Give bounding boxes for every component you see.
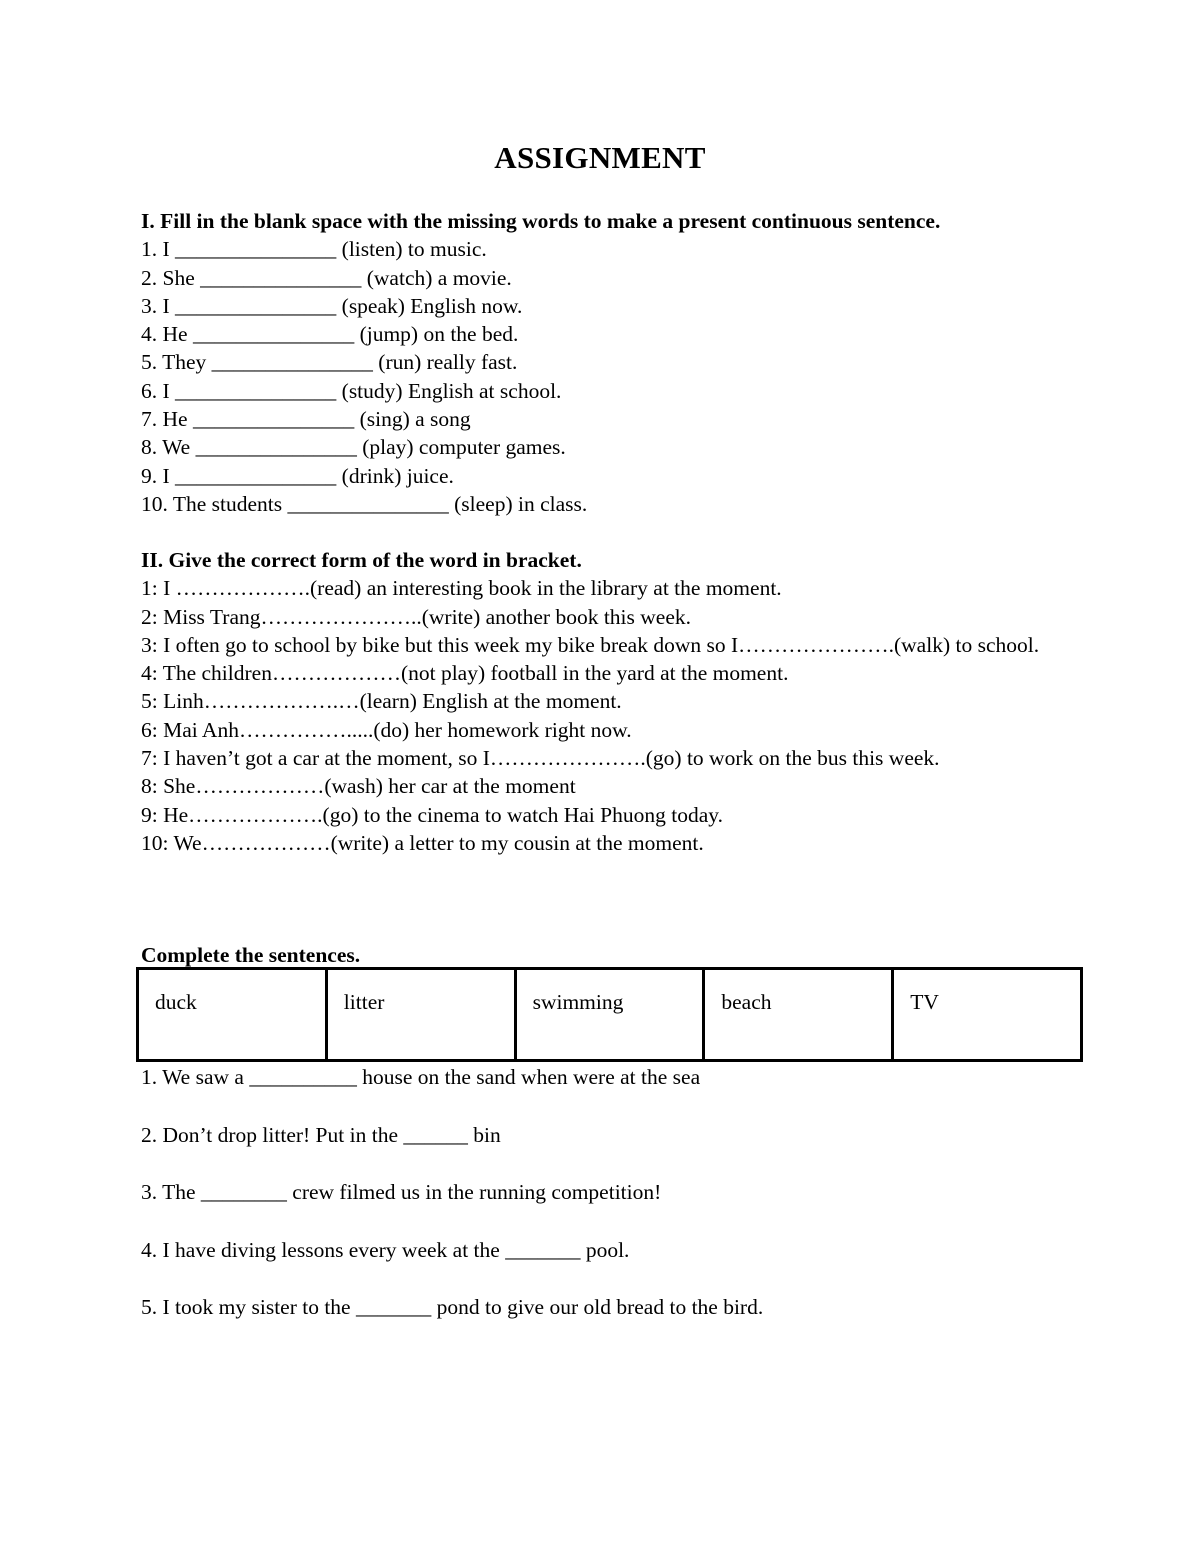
exercise-item: 6: Mai Anh…………….....(do) her homework right now. <box>141 717 632 742</box>
exercise-item: 8. We _______________ (play) computer games. <box>141 435 566 460</box>
word-bank-cell: TV <box>893 969 1082 1061</box>
section-heading: II. Give the correct form of the word in bracket. <box>141 548 582 572</box>
exercise-item: 7: I haven’t got a car at the moment, so I………………….(go) to work on the bus this week. <box>141 746 940 771</box>
sentence-item: 2. Don’t drop litter! Put in the ______ bin <box>141 1122 501 1147</box>
page-title: ASSIGNMENT <box>494 140 706 175</box>
exercise-item: 9. I _______________ (drink) juice. <box>141 463 454 488</box>
exercise-item: 1. I _______________ (listen) to music. <box>141 237 487 262</box>
exercise-item: 10. The students _______________ (sleep) in class. <box>141 491 588 516</box>
word-bank-cell: swimming <box>515 969 704 1061</box>
word-bank-cell: beach <box>704 969 893 1061</box>
exercise-item: 10: We………………(write) a letter to my cousin at the moment. <box>141 830 704 855</box>
section-heading: Complete the sentences. <box>141 943 361 967</box>
exercise-item: 3: I often go to school by bike but this week my bike break down so I………………….(walk) to school. <box>141 632 1040 657</box>
word-bank-table <box>136 967 1083 1062</box>
sentence-item: 1. We saw a __________ house on the sand when were at the sea <box>141 1065 701 1089</box>
exercise-item: 4: The children………………(not play) football in the yard at the moment. <box>141 661 789 686</box>
exercise-item: 3. I _______________ (speak) English now. <box>141 293 523 318</box>
exercise-item: 2. She _______________ (watch) a movie. <box>141 265 512 290</box>
exercise-item: 7. He _______________ (sing) a song <box>141 407 471 432</box>
sentence-item: 5. I took my sister to the _______ pond to give our old bread to the bird. <box>141 1295 764 1319</box>
exercise-item: 5: Linh……………….…(learn) English at the moment. <box>141 689 622 714</box>
exercise-item: 1: I ……………….(read) an interesting book in the library at the moment. <box>141 576 782 601</box>
section-fill-in-blank <box>141 207 1086 518</box>
exercise-item: 6. I _______________ (study) English at school. <box>141 378 562 403</box>
word-bank-cell: duck <box>138 969 327 1061</box>
complete-sentences-list <box>141 1063 1086 1351</box>
word-bank-row <box>138 969 1082 1061</box>
sentence-item: 4. I have diving lessons every week at the _______ pool. <box>141 1237 630 1262</box>
section-heading: I. Fill in the blank space with the missing words to make a present continuous sentence. <box>141 209 941 233</box>
exercise-item: 9: He……………….(go) to the cinema to watch Hai Phuong today. <box>141 802 723 827</box>
exercise-item: 2: Miss Trang…………………..(write) another book this week. <box>141 604 692 629</box>
exercise-item: 5. They _______________ (run) really fast. <box>141 350 518 375</box>
exercise-item: 8: She………………(wash) her car at the moment <box>141 774 576 799</box>
section-correct-form <box>141 546 1086 857</box>
sentence-item: 3. The ________ crew filmed us in the running competition! <box>141 1180 662 1204</box>
exercise-item: 4. He _______________ (jump) on the bed. <box>141 322 519 347</box>
word-bank-cell: litter <box>326 969 515 1061</box>
